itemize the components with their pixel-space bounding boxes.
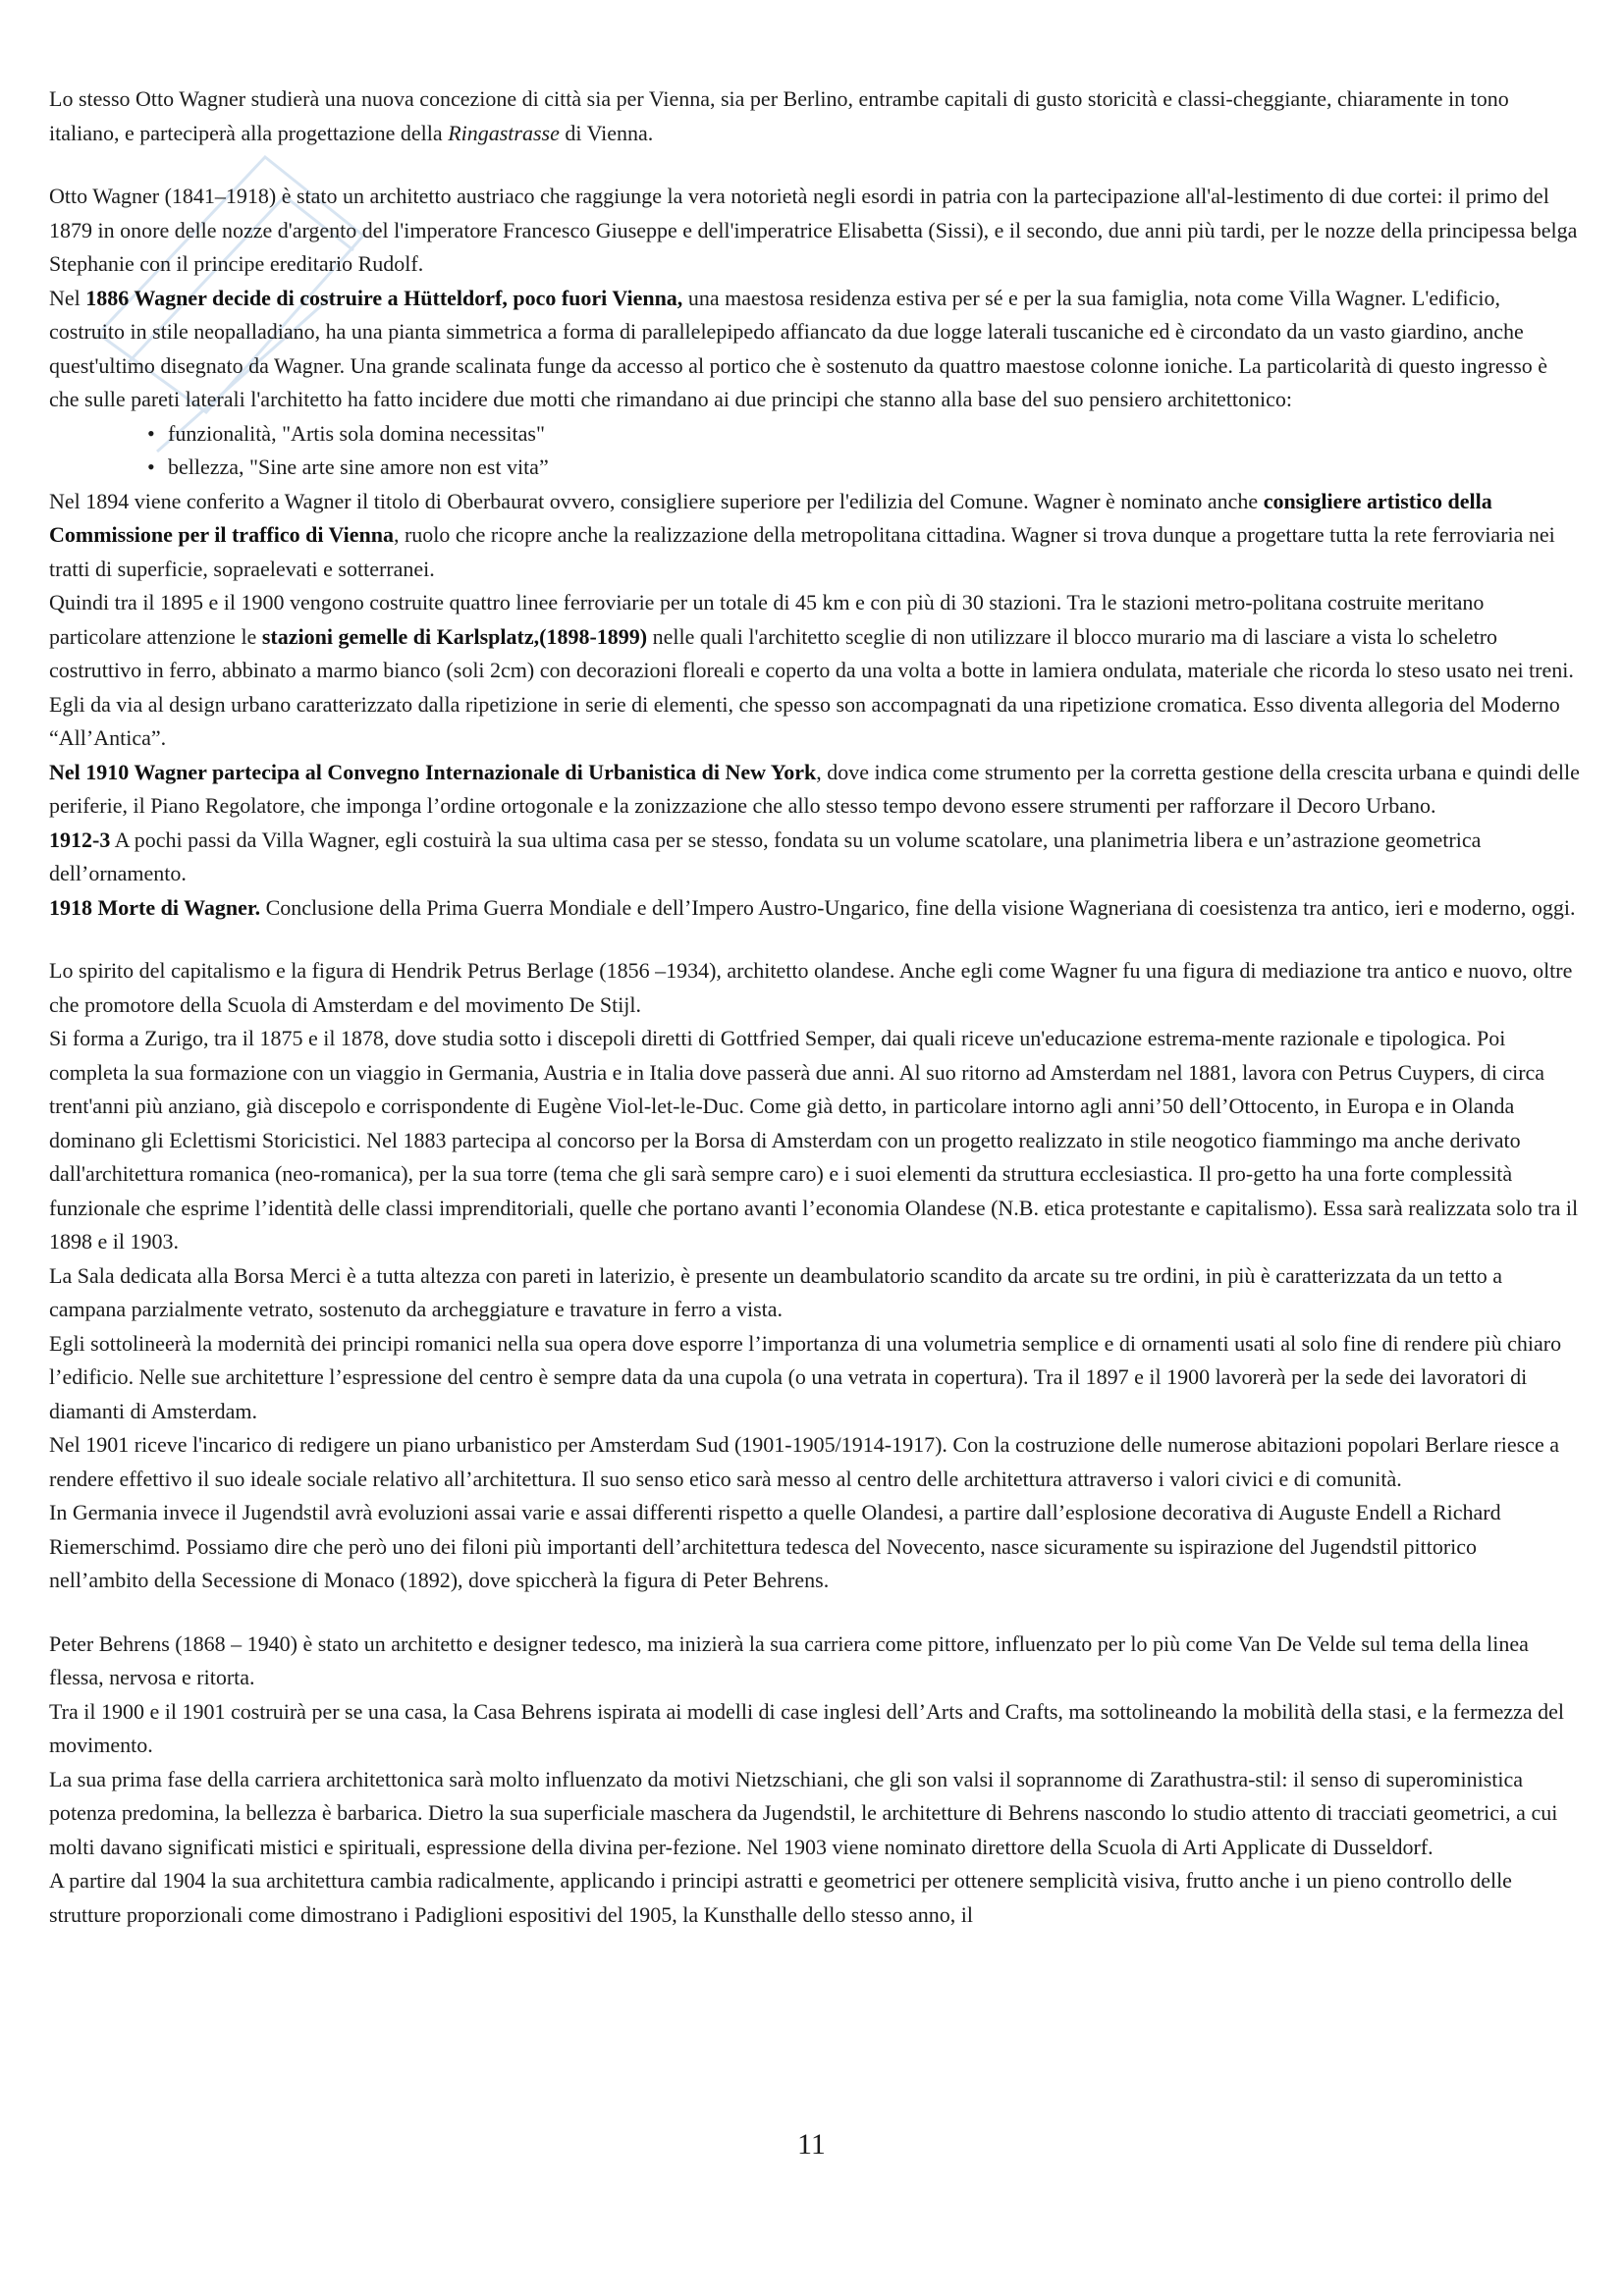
paragraph-berlage-formation: Si forma a Zurigo, tra il 1875 e il 1878, dove studia sotto i discepoli diretti di Gottfried Semper, dai quali riceve un'educazione estrema-mente razionale e tipologica. Poi completa la sua formazione con un viaggio in Germania, Austria e in Italia dove passerà due anni. Al suo ritorno ad Amsterdam nel 1881, lavora con Petrus Cuypers, di circa trent'anni più anziano, già discepolo e corrispondente di Eugène Viol-let-le-Duc. Come già detto, in particolare intorno agli anni’50 dell’Ottocento, in Europa e in Olanda dominano gli Eclettismi Storicistici. Nel 1883 partecipa al concorso per la Borsa di Amsterdam con un progetto realizzato in stile neogotico fiammingo ma anche derivato dall'architettura romanica (neo-romanica), per la sua torre (tema che gli sarà sempre caro) e i suoi elementi da struttura ecclesiastica. Il pro-getto ha una forte complessità funzionale che esprime l’identità delle classi imprenditoriali, quelle che portano avanti l’economia Olandese (N.B. etica protestante e capitalismo). Essa sarà realizzata solo tra il 1898 e il 1903.: [49, 1026, 1579, 1254]
paragraph-nietzsche: La sua prima fase della carriera architettonica sarà molto influenzato da motivi Nietzschiani, che gli son valsi il soprannome di Zarathustra-stil: il senso di superoministica potenza predomina, la bellezza è barbarica. Dietro la sua superficiale maschera da Jugendstil, le architetture di Behrens nascondo lo studio attento di tracciati geometrici, a cui molti davano significati mistici e spirituali, espressione della divina per-fezione. Nel 1903 viene nominato direttore della Scuola di Arti Applicate di Dusseldorf.: [49, 1766, 1558, 1859]
paragraph-oberbaurat: Nel 1894 viene conferito a Wagner il titolo di Oberbaurat ovvero, consigliere superiore per l'edilizia del Comune. Wagner è nominato anche consigliere artistico della Commissione per il traffico di Vienna, ruolo che ricopre anche la realizzazione della metropolitana cittadina. Wagner si trova dunque a progettare tutta la rete ferroviaria nei tratti di superficie, sopraelevati e sotterranei.: [49, 488, 1555, 581]
ringastrasse-emphasis: Ringastrasse: [448, 120, 560, 145]
paragraph-casa-behrens: Tra il 1900 e il 1901 costruirà per se una casa, la Casa Behrens ispirata ai modelli di case inglesi dell’Arts and Crafts, ma sottolineando la mobilità della stasi, e la fermezza del movimento.: [49, 1698, 1565, 1757]
paragraph-amsterdam-sud: Nel 1901 riceve l'incarico di redigere un piano urbanistico per Amsterdam Sud (1901-1905/1914-1917). Con la costruzione delle numerose abitazioni popolari Berlare riesce a rendere effettivo il suo ideale sociale relativo all’architettura. Il suo senso etico sarà messo al centro delle architettura attraverso i valori civici e di comunità.: [49, 1432, 1559, 1491]
list-item: • bellezza, "Sine arte sine amore non est vita”: [147, 451, 1581, 485]
bullet-icon: •: [147, 454, 155, 479]
bullet-icon: •: [147, 420, 155, 446]
paragraph-karlsplatz: Quindi tra il 1895 e il 1900 vengono costruite quattro linee ferroviarie per un totale di 45 km e con più di 30 stazioni. Tra le stazioni metro-politana costruite meritano particolare attenzione le stazioni gemelle di Karlsplatz,(1898-1899) nelle quali l'architetto sceglie di non utilizzare il blocco murario ma di lasciare a vista lo scheletro costruttivo in ferro, abbinato a marmo bianco (soli 2cm) con decorazioni floreali e coperto da una volta a botte in lamiera ondulata, materiale che ricorda lo steso usato nei treni. Egli da via al design urbano caratterizzato dalla ripetizione in serie di elementi, che spesso son accompagnati da una ripetizione cromatica. Esso diventa allegoria del Moderno “All’Antica”.: [49, 590, 1574, 750]
paragraph-intro: Lo stesso Otto Wagner studierà una nuova concezione di città sia per Vienna, sia per Berlino, entrambe capitali di gusto storicità e classi-cheggiante, chiaramente in tono italiano, e parteciperà alla progettazione della Ringastrasse di Vienna.: [49, 86, 1509, 145]
list-item: • funzionalità, "Artis sola domina necessitas": [147, 417, 1581, 452]
paragraph-behrens: Peter Behrens (1868 – 1940) è stato un architetto e designer tedesco, ma inizierà la sua carriera come pittore, influenzato per lo più come Van De Velde sul tema della linea flessa, nervosa e ritorta.: [49, 1630, 1529, 1689]
paragraph-villa-wagner: Nel 1886 Wagner decide di costruire a Hütteldorf, poco fuori Vienna, una maestosa residenza estiva per sé e per la sua famiglia, nota come Villa Wagner. L'edificio, costruito in stile neopalladiano, ha una pianta simmetrica a forma di parallelepipedo affiancato da due logge laterali tuscaniche ed è circondato da un vasto giardino, anche quest'ultimo disegnato da Wagner. Una grande scalinata funge da accesso al portico che è sostenuto da quattro maestose colonne ioniche. La particolarità di questo ingresso è che sulle pareti laterali l'architetto ha fatto incidere due motti che rimandano ai due principi che stanno alla base del suo pensiero architettonico:: [49, 285, 1548, 411]
paragraph-romanesque: Egli sottolineerà la modernità dei principi romanici nella sua opera dove esporre l’importanza di una volumetria semplice e di ornamenti usati al solo fine di rendere più chiaro l’edificio. Nelle sue architetture l’espressione del centro è sempre data da una cupola (o una vetrata in copertura). Tra il 1897 e il 1900 lavorerà per la sede dei lavoratori di diamanti di Amsterdam.: [49, 1330, 1562, 1423]
paragraph-berlage: Lo spirito del capitalismo e la figura di Hendrik Petrus Berlage (1856 –1934), architetto olandese. Anche egli come Wagner fu una figura di mediazione tra antico e nuovo, oltre che promotore della Scuola di Amsterdam e del movimento De Stijl.: [49, 958, 1573, 1017]
mottos-list: [49, 417, 1581, 485]
paragraph-new-york-1910: Nel 1910 Wagner partecipa al Convegno Internazionale di Urbanistica di New York, dove indica come strumento per la corretta gestione della crescita urbana e quindi delle periferie, il Piano Regolatore, che imponga l’ordine ortogonale e la zonizzazione che allo stesso tempo devono essere strumenti per rafforzare il Decoro Urbano.: [49, 759, 1580, 818]
document-body: [49, 82, 1581, 1932]
page-number: 11: [797, 2128, 826, 2161]
paragraph-otto-wagner: Otto Wagner (1841–1918) è stato un architetto austriaco che raggiunge la vera notorietà negli esordi in patria con la partecipazione all'al-lestimento di due cortei: il primo del 1879 in onore delle nozze d'argento del l'imperatore Francesco Giuseppe e dell'imperatrice Elisabetta (Sissi), e il secondo, due anni più tardi, per le nozze della principessa belga Stephanie con il principe ereditario Rudolf.: [49, 184, 1578, 276]
paragraph-1918: 1918 Morte di Wagner. Conclusione della Prima Guerra Mondiale e dell’Impero Austro-Ungarico, fine della visione Wagneriana di coesistenza tra antico, ieri e moderno, oggi.: [49, 894, 1576, 920]
paragraph-borsa-merci: La Sala dedicata alla Borsa Merci è a tutta altezza con pareti in laterizio, è presente un deambulatorio scandito da arcate su tre ordini, in più è caratterizzata da un tetto a campana parzialmente vetrato, sostenuto da archeggiature e travature in ferro a vista.: [49, 1262, 1503, 1321]
paragraph-jugendstil: In Germania invece il Jugendstil avrà evoluzioni assai varie e assai differenti rispetto a quelle Olandesi, a partire dall’esplosione decorativa di Auguste Endell a Richard Riemerschimd. Possiamo dire che però uno dei filoni più importanti dell’architettura tedesca del Novecento, nasce sicuramente su ispirazione del Jugendstil pittorico nell’ambito della Secessione di Monaco (1892), dove spiccherà la figura di Peter Behrens.: [49, 1500, 1501, 1592]
paragraph-1912: 1912-3 A pochi passi da Villa Wagner, egli costuirà la sua ultima casa per se stesso, fondata su un volume scatolare, una planimetria libera e un’astrazione geometrica dell’ornamento.: [49, 827, 1482, 885]
paragraph-1904: A partire dal 1904 la sua architettura cambia radicalmente, applicando i principi astratti e geometrici per ottenere semplicità visiva, frutto anche i un pieno controllo delle strutture proporzionali come dimostrano i Padiglioni espositivi del 1905, la Kunsthalle dello stesso anno, il: [49, 1868, 1512, 1927]
